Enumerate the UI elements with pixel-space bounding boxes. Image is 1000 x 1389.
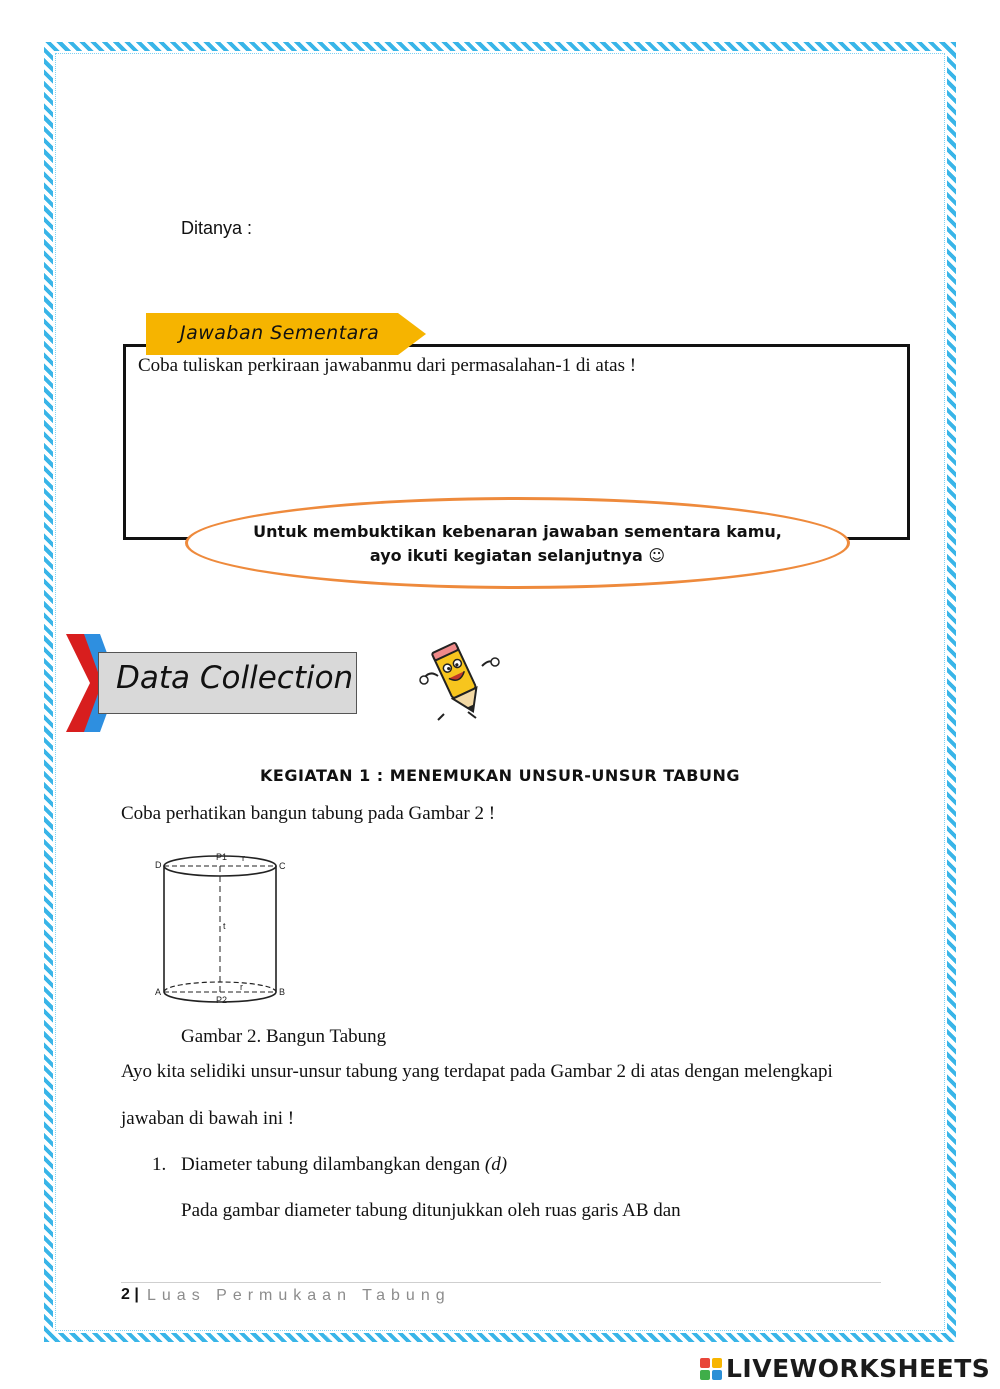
instruction-line-2: jawaban di bawah ini !	[121, 1108, 295, 1129]
label-d: D	[155, 860, 162, 870]
callout-line-1: Untuk membuktikan kebenaran jawaban sementara kamu,	[253, 522, 782, 541]
section-title: Data Collection	[116, 660, 354, 696]
label-c: C	[279, 861, 286, 871]
jawaban-sementara-tag: Jawaban Sementara	[180, 322, 380, 344]
callout-line-2: ayo ikuti kegiatan selanjutnya ☺	[369, 546, 666, 565]
callout-text	[185, 520, 850, 568]
liveworksheets-grid-icon	[700, 1358, 722, 1380]
liveworksheets-logo	[700, 1354, 990, 1383]
footer-title: Luas Permukaan Tabung	[147, 1287, 451, 1304]
footer-divider	[121, 1282, 881, 1283]
kegiatan-title: KEGIATAN 1 : MENEMUKAN UNSUR-UNSUR TABUNG	[260, 766, 740, 785]
label-t: t	[223, 921, 226, 931]
pencil-mascot-icon	[418, 640, 502, 722]
label-p2: P2	[216, 995, 228, 1005]
list-item-number: 1.	[152, 1154, 167, 1175]
diameter-symbol: (d)	[484, 1154, 508, 1175]
footer-page-number: 2 |	[121, 1286, 139, 1303]
label-r-top: r	[242, 853, 245, 863]
cylinder-figure	[148, 848, 298, 1008]
label-b: B	[279, 987, 286, 997]
ditanya-label: Ditanya :	[181, 218, 253, 238]
label-r-bottom: r	[240, 982, 243, 992]
list-item	[181, 1154, 507, 1176]
list-item-text: Diameter tabung dilambangkan dengan	[181, 1154, 485, 1175]
answer-prompt: Coba tuliskan perkiraan jawabanmu dari permasalahan-1 di atas !	[138, 355, 637, 376]
instruction-line-1: Ayo kita selidiki unsur-unsur tabung yang terdapat pada Gambar 2 di atas dengan melengkapi	[121, 1061, 833, 1082]
kegiatan-intro: Coba perhatikan bangun tabung pada Gambar 2 !	[121, 803, 496, 824]
list-item-detail: Pada gambar diameter tabung ditunjukkan oleh ruas garis AB dan	[181, 1200, 681, 1221]
liveworksheets-watermark: LIVEWORKSHEETS	[726, 1354, 991, 1383]
label-p1: P1	[216, 852, 228, 862]
label-a: A	[155, 987, 162, 997]
figure-caption: Gambar 2. Bangun Tabung	[181, 1026, 387, 1047]
